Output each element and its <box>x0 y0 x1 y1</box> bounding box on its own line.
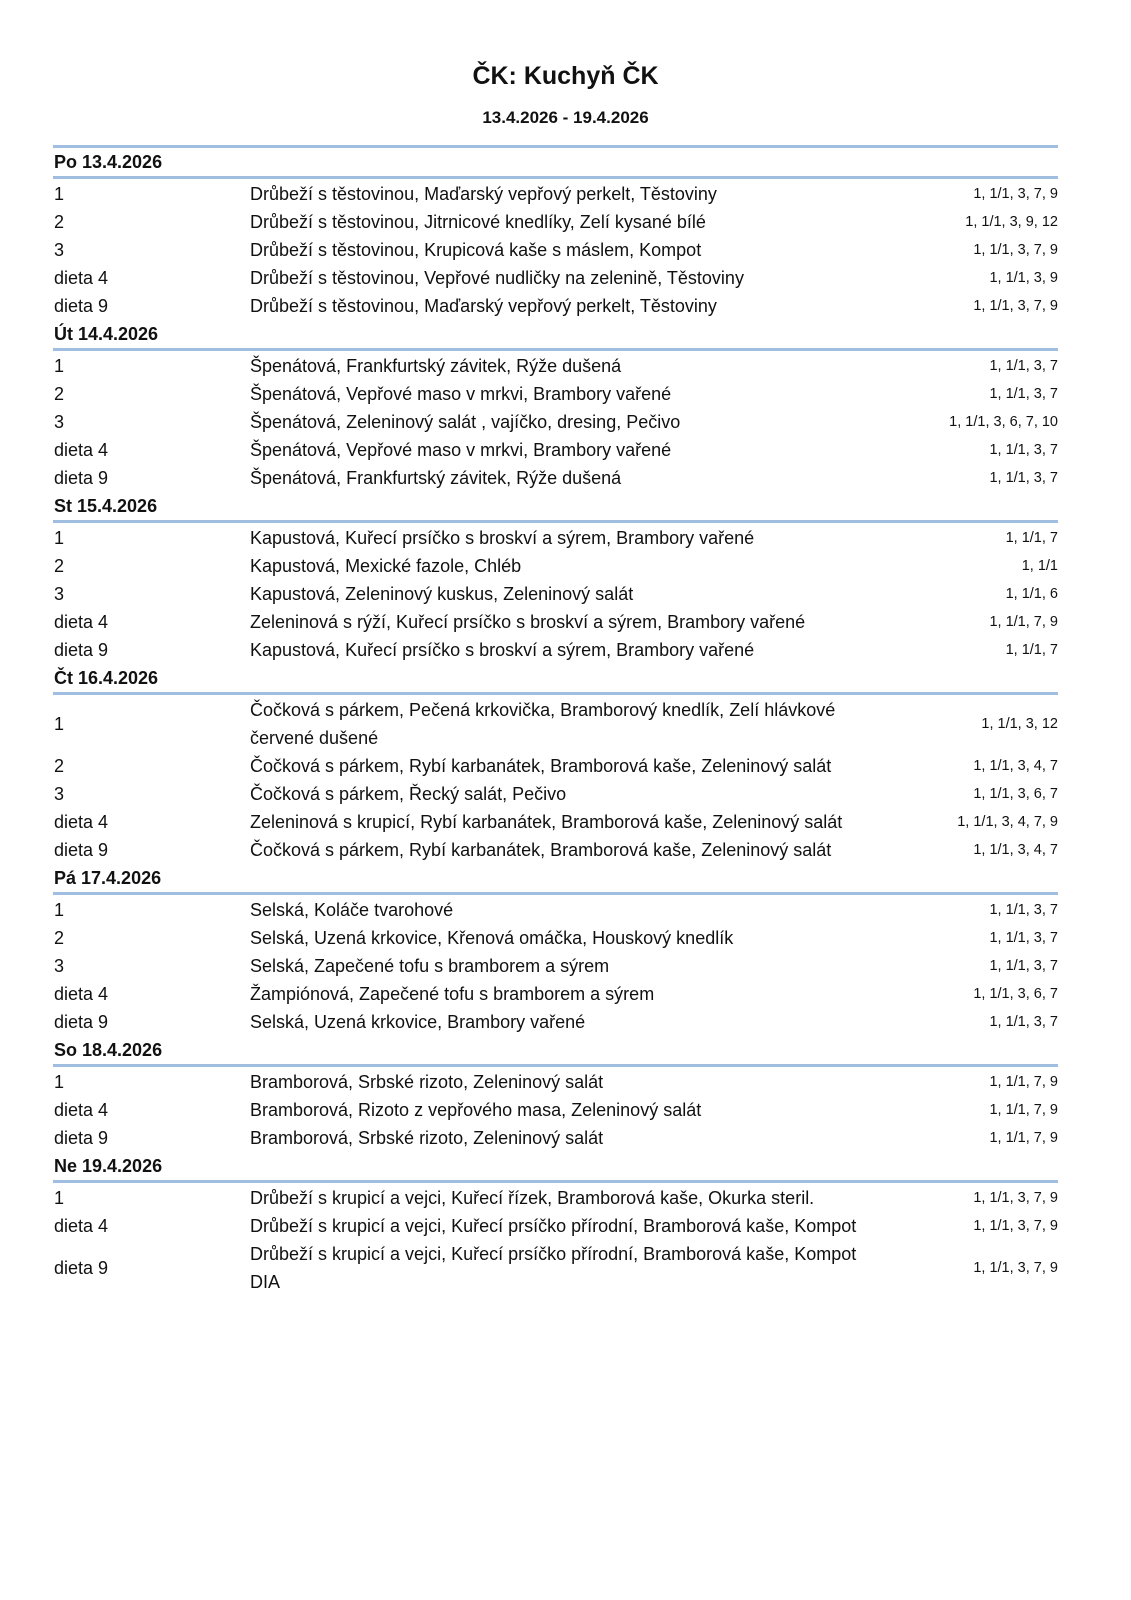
dish-description: Selská, Uzená krkovice, Brambory vařené <box>250 1012 586 1032</box>
menu-option-label: dieta 9 <box>54 639 109 660</box>
dish-description: Bramborová, Srbské rizoto, Zeleninový salát <box>250 1128 604 1148</box>
day-items <box>53 1067 1058 1152</box>
menu-option-label: 2 <box>54 211 65 232</box>
menu-row <box>53 1068 1058 1096</box>
allergens: 1, 1/1, 3, 6, 7 <box>973 986 1058 1002</box>
menu-row <box>53 1124 1058 1152</box>
dish-description: Drůbeží s krupicí a vejci, Kuřecí řízek, Bramborová kaše, Okurka steril. <box>250 1188 815 1208</box>
menu-option-label: dieta 9 <box>54 1127 109 1148</box>
menu-option-label: 3 <box>54 583 65 604</box>
allergens: 1, 1/1, 3, 12 <box>981 716 1058 732</box>
dish-description: Drůbeží s těstovinou, Maďarský vepřový perkelt, Těstoviny <box>250 296 717 316</box>
allergens: 1, 1/1, 3, 7, 9 <box>973 1218 1058 1234</box>
menu-option-label: 1 <box>54 355 65 376</box>
menu-row <box>53 292 1058 320</box>
dish-description: Žampiónová, Zapečené tofu s bramborem a sýrem <box>250 984 655 1004</box>
day-header: St 15.4.2026 <box>53 492 1058 523</box>
menu-option-label: 1 <box>54 183 65 204</box>
day-items <box>53 695 1058 864</box>
dish-description: Špenátová, Vepřové maso v mrkvi, Brambory vařené <box>250 384 672 404</box>
dish-description: Bramborová, Rizoto z vepřového masa, Zeleninový salát <box>250 1100 702 1120</box>
menu-row <box>53 580 1058 608</box>
date-range: 13.4.2026 - 19.4.2026 <box>482 108 649 127</box>
menu-row <box>53 524 1058 552</box>
menu-row <box>53 1184 1058 1212</box>
menu-option-label: 3 <box>54 955 65 976</box>
menu-option-label: 3 <box>54 239 65 260</box>
menu-option-label: dieta 4 <box>54 267 109 288</box>
day-section <box>53 145 1058 320</box>
allergens: 1, 1/1, 3, 9 <box>989 270 1058 286</box>
day-section <box>53 664 1058 864</box>
dish-description: Špenátová, Zeleninový salát , vajíčko, dresing, Pečivo <box>250 412 681 432</box>
allergens: 1, 1/1, 3, 4, 7 <box>973 758 1058 774</box>
allergens: 1, 1/1, 3, 6, 7 <box>973 786 1058 802</box>
menu-row <box>53 1240 1058 1296</box>
dish-description: Selská, Zapečené tofu s bramborem a sýrem <box>250 956 610 976</box>
menu-row <box>53 752 1058 780</box>
dish-description: Selská, Koláče tvarohové <box>250 900 454 920</box>
allergens: 1, 1/1, 7 <box>1005 530 1058 546</box>
dish-description: Drůbeží s těstovinou, Jitrnicové knedlíky, Zelí kysané bílé <box>250 212 706 232</box>
menu-row <box>53 1008 1058 1036</box>
day-items <box>53 895 1058 1036</box>
dish-description: Drůbeží s krupicí a vejci, Kuřecí prsíčko přírodní, Bramborová kaše, Kompot <box>250 1216 857 1236</box>
dish-description: Drůbeží s těstovinou, Krupicová kaše s máslem, Kompot <box>250 240 702 260</box>
menu-row <box>53 208 1058 236</box>
allergens: 1, 1/1, 7, 9 <box>989 1102 1058 1118</box>
menu-row <box>53 696 1058 752</box>
page-title: ČK: Kuchyň ČK <box>472 62 659 90</box>
day-section <box>53 1152 1058 1296</box>
menu-option-label: 1 <box>54 527 65 548</box>
menu-option-label: dieta 4 <box>54 611 109 632</box>
menu-option-label: 2 <box>54 755 65 776</box>
day-header: Po 13.4.2026 <box>53 145 1058 179</box>
allergens: 1, 1/1, 3, 7, 9 <box>973 1260 1058 1276</box>
menu-option-label: dieta 9 <box>54 1257 109 1278</box>
dish-description: Kapustová, Zeleninový kuskus, Zeleninový salát <box>250 584 634 604</box>
day-items <box>53 523 1058 664</box>
allergens: 1, 1/1, 3, 7 <box>989 470 1058 486</box>
day-header: Čt 16.4.2026 <box>53 664 1058 695</box>
day-header: Ne 19.4.2026 <box>53 1152 1058 1183</box>
dish-description: Drůbeží s krupicí a vejci, Kuřecí prsíčko přírodní, Bramborová kaše, Kompot DIA <box>250 1244 857 1292</box>
menu-row <box>53 408 1058 436</box>
day-section <box>53 320 1058 492</box>
dish-description: Zeleninová s krupicí, Rybí karbanátek, Bramborová kaše, Zeleninový salát <box>250 812 843 832</box>
day-section <box>53 1036 1058 1152</box>
allergens: 1, 1/1, 3, 7, 9 <box>973 1190 1058 1206</box>
allergens: 1, 1/1, 3, 7 <box>989 1014 1058 1030</box>
allergens: 1, 1/1, 7, 9 <box>989 614 1058 630</box>
day-header: Pá 17.4.2026 <box>53 864 1058 895</box>
menu-option-label: 1 <box>54 899 65 920</box>
menu-row <box>53 836 1058 864</box>
menu-option-label: 1 <box>54 1187 65 1208</box>
allergens: 1, 1/1, 7, 9 <box>989 1074 1058 1090</box>
menu-option-label: 1 <box>54 1071 65 1092</box>
dish-description: Kapustová, Kuřecí prsíčko s broskví a sýrem, Brambory vařené <box>250 528 755 548</box>
menu-option-label: dieta 9 <box>54 1011 109 1032</box>
menu-option-label: dieta 4 <box>54 811 109 832</box>
menu-row <box>53 780 1058 808</box>
menu-option-label: dieta 9 <box>54 295 109 316</box>
day-section <box>53 492 1058 664</box>
day-header: So 18.4.2026 <box>53 1036 1058 1067</box>
allergens: 1, 1/1, 3, 7, 9 <box>973 186 1058 202</box>
allergens: 1, 1/1, 3, 6, 7, 10 <box>949 414 1058 430</box>
allergens: 1, 1/1, 3, 4, 7, 9 <box>957 814 1058 830</box>
menu-option-label: dieta 4 <box>54 1215 109 1236</box>
menu-row <box>53 980 1058 1008</box>
dish-description: Špenátová, Frankfurtský závitek, Rýže dušená <box>250 356 622 376</box>
menu-option-label: dieta 4 <box>54 439 109 460</box>
dish-description: Kapustová, Kuřecí prsíčko s broskví a sýrem, Brambory vařené <box>250 640 755 660</box>
allergens: 1, 1/1, 3, 7, 9 <box>973 298 1058 314</box>
menu-option-label: dieta 4 <box>54 983 109 1004</box>
menu-row <box>53 264 1058 292</box>
allergens: 1, 1/1, 3, 7 <box>989 358 1058 374</box>
menu-row <box>53 236 1058 264</box>
dish-description: Kapustová, Mexické fazole, Chléb <box>250 556 522 576</box>
menu-row <box>53 552 1058 580</box>
menu-row <box>53 808 1058 836</box>
day-section <box>53 864 1058 1036</box>
day-items <box>53 179 1058 320</box>
menu-row <box>53 380 1058 408</box>
menu-row <box>53 436 1058 464</box>
menu-row <box>53 952 1058 980</box>
menu-row <box>53 1096 1058 1124</box>
menu-row <box>53 464 1058 492</box>
allergens: 1, 1/1, 7 <box>1005 642 1058 658</box>
allergens: 1, 1/1 <box>1021 558 1058 574</box>
menu-option-label: dieta 4 <box>54 1099 109 1120</box>
menu-row <box>53 924 1058 952</box>
allergens: 1, 1/1, 3, 7 <box>989 930 1058 946</box>
menu-row <box>53 180 1058 208</box>
menu-option-label: 3 <box>54 411 65 432</box>
dish-description: Špenátová, Vepřové maso v mrkvi, Brambory vařené <box>250 440 672 460</box>
dish-description: Čočková s párkem, Pečená krkovička, Bramborový knedlík, Zelí hlávkové červené dušené <box>250 700 836 748</box>
menu-row <box>53 1212 1058 1240</box>
menu-row <box>53 896 1058 924</box>
menu-option-label: 2 <box>54 383 65 404</box>
weekly-menu <box>53 145 1058 1296</box>
allergens: 1, 1/1, 6 <box>1005 586 1058 602</box>
allergens: 1, 1/1, 3, 7, 9 <box>973 242 1058 258</box>
allergens: 1, 1/1, 7, 9 <box>989 1130 1058 1146</box>
dish-description: Bramborová, Srbské rizoto, Zeleninový salát <box>250 1072 604 1092</box>
dish-description: Drůbeží s těstovinou, Maďarský vepřový perkelt, Těstoviny <box>250 184 717 204</box>
menu-option-label: 3 <box>54 783 65 804</box>
menu-row <box>53 636 1058 664</box>
menu-option-label: dieta 9 <box>54 839 109 860</box>
dish-description: Čočková s párkem, Řecký salát, Pečivo <box>250 784 567 804</box>
menu-row <box>53 608 1058 636</box>
menu-option-label: dieta 9 <box>54 467 109 488</box>
allergens: 1, 1/1, 3, 7 <box>989 958 1058 974</box>
dish-description: Špenátová, Frankfurtský závitek, Rýže dušená <box>250 468 622 488</box>
dish-description: Drůbeží s těstovinou, Vepřové nudličky na zelenině, Těstoviny <box>250 268 744 288</box>
menu-option-label: 2 <box>54 555 65 576</box>
menu-row <box>53 352 1058 380</box>
allergens: 1, 1/1, 3, 7 <box>989 386 1058 402</box>
day-header: Út 14.4.2026 <box>53 320 1058 351</box>
day-items <box>53 351 1058 492</box>
allergens: 1, 1/1, 3, 7 <box>989 902 1058 918</box>
dish-description: Čočková s párkem, Rybí karbanátek, Bramborová kaše, Zeleninový salát <box>250 756 832 776</box>
day-items <box>53 1183 1058 1296</box>
allergens: 1, 1/1, 3, 4, 7 <box>973 842 1058 858</box>
allergens: 1, 1/1, 3, 9, 12 <box>965 214 1058 230</box>
dish-description: Selská, Uzená krkovice, Křenová omáčka, Houskový knedlík <box>250 928 734 948</box>
dish-description: Zeleninová s rýží, Kuřecí prsíčko s broskví a sýrem, Brambory vařené <box>250 612 806 632</box>
dish-description: Čočková s párkem, Rybí karbanátek, Bramborová kaše, Zeleninový salát <box>250 840 832 860</box>
menu-option-label: 1 <box>54 713 65 734</box>
menu-option-label: 2 <box>54 927 65 948</box>
allergens: 1, 1/1, 3, 7 <box>989 442 1058 458</box>
